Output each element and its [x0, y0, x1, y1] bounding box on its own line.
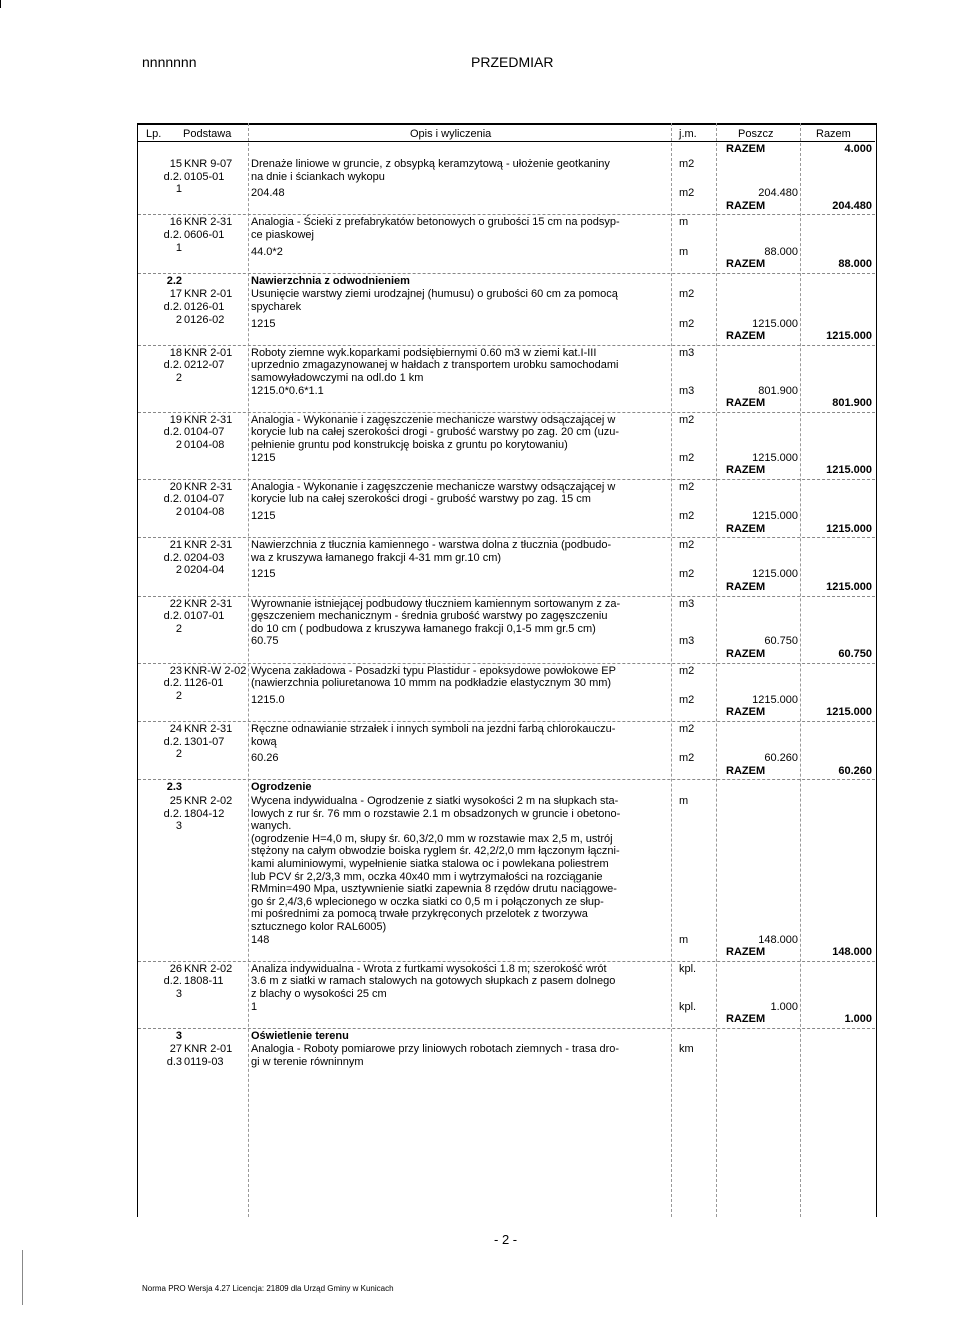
row-lp-sub: 2 [175, 506, 182, 518]
row-lp: 25 [169, 795, 182, 807]
row-lp-sub: 2 [175, 372, 182, 384]
row-razem-label: RAZEM [726, 464, 766, 477]
row-code: 0107-01 [184, 610, 225, 623]
row-poszcz: 1215.000 [752, 693, 798, 706]
row-lp-sub: 2 [175, 622, 182, 635]
col-divider [716, 123, 717, 1217]
row-code: 0606-01 [184, 229, 225, 241]
col-header-opis: Opis i wyliczenia [410, 128, 492, 140]
row-calculation: 1215 [251, 510, 276, 522]
row-lp: 24 [169, 723, 182, 735]
row-poszcz: 1215.000 [752, 451, 798, 464]
row-code: KNR 2-31 [184, 723, 233, 735]
row-poszcz: 204.480 [758, 187, 798, 200]
row-lp-sub: 1 [175, 183, 182, 196]
row-lp-d: d.2. [163, 359, 182, 372]
row-code: KNR 9-07 [184, 158, 233, 170]
row-unit: m2 [679, 288, 695, 301]
row-calc-unit: m3 [679, 384, 695, 397]
row-lp: 27 [169, 1043, 182, 1056]
row-razem-label: RAZEM [726, 764, 766, 777]
row-razem-value: 204.480 [832, 199, 872, 212]
row-lp-d: d.2. [163, 975, 182, 988]
row-calculation: 1215.0 [251, 693, 285, 706]
row-code: 0104-07 [184, 426, 225, 439]
row-description: Analogia - Wykonanie i zagęszczenie mechanicze warstwy odsączającej w [251, 480, 616, 493]
row-unit: m2 [679, 723, 695, 735]
row-razem-value: 88.000 [838, 258, 872, 271]
row-code: KNR 2-31 [184, 597, 233, 610]
row-code: KNR 2-31 [184, 480, 233, 493]
row-razem-value: 1215.000 [826, 464, 872, 477]
row-description: z blachy o wysokości 25 cm [251, 988, 387, 1000]
row-poszcz: 1.000 [770, 1000, 798, 1013]
row-divider [138, 345, 875, 346]
row-code: KNR 2-01 [184, 288, 233, 301]
row-code: 1808-11 [184, 975, 224, 988]
row-lp-d: d.2. [163, 426, 182, 439]
row-description: pełnienie gruntu pod konstrukcję boiska z gruntu po korytowaniu) [251, 439, 568, 451]
row-description: Wycena indywidualna - Ogrodzenie z siatki wysokości 2 m na słupkach sta- [251, 795, 619, 807]
row-divider [138, 779, 875, 780]
row-lp-sub: 2 [175, 439, 182, 451]
row-description: Ręczne odnawianie strzałek i innych symboli na jezdni farbą chlorokauczu- [251, 723, 616, 735]
section-number: 3 [175, 1029, 182, 1042]
row-razem-label: RAZEM [726, 330, 766, 343]
section-title: Ogrodzenie [251, 781, 312, 794]
row-lp-sub: 1 [175, 241, 182, 254]
row-lp: 20 [169, 480, 182, 493]
row-calc-unit: m2 [679, 317, 695, 330]
row-poszcz: 60.750 [764, 635, 798, 648]
row-code: KNR 2-02 [184, 795, 233, 807]
row-calculation: 1215 [251, 317, 276, 330]
row-razem-value: 1215.000 [826, 522, 872, 535]
row-description: Nawierzchnia z tłucznia kamiennego - warstwa dolna z tłucznia (podbudo- [251, 539, 612, 552]
row-description: na dnie i ściankach wykopu [251, 170, 385, 183]
row-description: kami aluminiowymi, wypełnienie siatka stalowa oc i powlekana poliestrem [251, 858, 609, 870]
row-description: lub PCV śr 2,2/3,3 mm, oczka 40x40 mm i wytrzymałości na rozciąganie [251, 870, 603, 883]
row-poszcz: 1215.000 [752, 317, 798, 330]
row-calculation: 44.0*2 [251, 245, 283, 258]
row-lp-sub: 2 [175, 689, 182, 702]
row-poszcz: 88.000 [764, 245, 798, 258]
col-divider [800, 123, 801, 1217]
row-description: gi w terenie równinnym [251, 1056, 364, 1068]
row-razem-value: 60.750 [838, 648, 872, 660]
row-lp-d: d.2. [163, 610, 182, 623]
row-description: Wycena zakładowa - Posadzki typu Plastidur - epoksydowe powłokowe EP [251, 664, 616, 677]
row-razem-value: 1215.000 [826, 581, 872, 593]
row-description: 3.6 m z siatki w ramach stalowych na gotowych słupkach z pasem dolnego [251, 975, 616, 988]
row-description: go śr 2,4/3,6 wplecionego w oczka siatki co 0,5 m i połączonych ze słup- [251, 895, 604, 908]
row-lp: 17 [169, 288, 182, 301]
row-description: wa z kruszywa łamanego frakcji 4-31 mm gr.10 cm) [251, 551, 502, 564]
row-lp-d: d.2. [163, 229, 182, 241]
row-code: KNR 2-31 [184, 413, 233, 426]
row-description: Roboty ziemne wyk.koparkami podsiębiernymi 0.60 m3 w ziemi kat.I-III [251, 346, 597, 359]
row-description: Analogia - Wykonanie i zagęszczenie mechanicze warstwy odsączającej w [251, 413, 616, 426]
row-razem-label: RAZEM [726, 199, 766, 212]
row-description: Analogia - Roboty pomiarowe przy liniowych robotach ziemnych - trasa dro- [251, 1043, 620, 1056]
row-description: (nawierzchnia poliuretanowa 10 mmm na podkładzie elastycznym 30 mm) [251, 677, 612, 690]
row-description: sztucznego kolor RAL6005) [251, 921, 387, 933]
row-calculation: 1 [251, 1000, 258, 1013]
row-divider [138, 479, 875, 480]
row-description: wanych. [251, 820, 292, 833]
row-lp-sub: 2 [175, 313, 182, 326]
row-razem-label: RAZEM [726, 522, 766, 535]
row-lp: 26 [169, 962, 182, 975]
row-code: KNR 2-01 [184, 1043, 233, 1056]
row-razem-label: RAZEM [726, 581, 766, 593]
row-code: KNR 2-01 [184, 346, 233, 359]
row-description: lowych z rur śr. 76 mm o rozstawie 2.1 m obsadzonych w gruncie i obetono- [251, 807, 621, 820]
row-calculation: 148 [251, 933, 270, 946]
row-calculation: 204.48 [251, 187, 285, 200]
row-code: KNR 2-31 [184, 216, 233, 229]
row-calculation: 1215 [251, 451, 276, 464]
page-number: - 2 - [494, 1232, 518, 1247]
row-code: 0119-03 [184, 1056, 224, 1068]
row-code: 0212-07 [184, 359, 225, 372]
row-divider [138, 412, 875, 413]
row-code: 0105-01 [184, 170, 225, 183]
row-description: Usunięcie warstwy ziemi urodzajnej (humusu) o grubości 60 cm za pomocą [251, 288, 618, 301]
row-calc-unit: m2 [679, 752, 695, 765]
row-lp-d: d.2. [163, 551, 182, 564]
row-poszcz: 148.000 [758, 933, 798, 946]
row-unit: m2 [679, 158, 695, 170]
row-lp: 15 [169, 158, 182, 170]
row-calculation: 60.26 [251, 752, 279, 765]
row-calc-unit: m2 [679, 187, 695, 200]
row-razem-value: 60.260 [838, 764, 872, 777]
row-lp-d: d.2. [163, 677, 182, 690]
row-lp: 22 [169, 597, 182, 610]
row-unit: m3 [679, 597, 695, 610]
row-unit: kpl. [679, 962, 697, 975]
row-calc-unit: m2 [679, 510, 695, 522]
row-description: Wyrownanie istniejącej podbudowy tłuczniem kamiennym sortowanym z za- [251, 597, 621, 610]
row-calc-unit: m3 [679, 635, 695, 648]
row-calc-unit: m [679, 245, 689, 258]
row-lp-d: d.2. [163, 301, 182, 313]
row-razem-value: 1215.000 [826, 706, 872, 719]
row-code: 1126-01 [184, 677, 224, 690]
row-code: 0104-08 [184, 439, 225, 451]
row-description: korycie lub na całej szerokości drogi - grubość warstwy po zag. 20 cm (uzu- [251, 426, 620, 439]
row-unit: m [679, 216, 689, 229]
row-lp: 18 [169, 346, 182, 359]
row-lp-sub: 2 [175, 748, 182, 761]
section-number: 2.3 [166, 781, 182, 794]
row-divider [138, 663, 875, 664]
header-rule [138, 141, 875, 142]
row-divider [138, 596, 875, 597]
row-poszcz: 60.260 [764, 752, 798, 765]
col-header-razem: Razem [816, 128, 851, 140]
row-description: korycie lub na całej szerokości drogi - grubość warstwy po zag. 15 cm [251, 493, 591, 506]
row-description: Analogia - Ścieki z prefabrykatów betonowych o grubości 15 cm na podsyp- [251, 216, 620, 229]
row-code: 0104-08 [184, 506, 225, 518]
row-calc-unit: kpl. [679, 1000, 697, 1013]
row-razem-label: RAZEM [726, 397, 766, 410]
row-lp-sub: 2 [175, 564, 182, 577]
scan-mark [22, 1250, 23, 1305]
row-unit: km [679, 1043, 694, 1056]
row-description: samowyładowczymi na odl.do 1 km [251, 372, 424, 384]
row-razem-label: RAZEM [726, 1013, 766, 1026]
row-code: 1301-07 [184, 735, 225, 748]
row-calc-unit: m2 [679, 451, 695, 464]
row-unit: m2 [679, 664, 695, 677]
row-divider [138, 721, 875, 722]
row-unit: m2 [679, 413, 695, 426]
row-lp-d: d.3 [166, 1056, 182, 1068]
row-divider [138, 1028, 875, 1029]
row-razem-label: RAZEM [726, 706, 766, 719]
row-lp: 23 [169, 664, 182, 677]
header-left: nnnnnnn [142, 54, 197, 70]
row-razem-value: 1215.000 [826, 330, 872, 343]
row-lp-sub: 3 [175, 988, 182, 1000]
row-unit: m2 [679, 539, 695, 552]
row-lp-d: d.2. [163, 170, 182, 183]
row-lp-d: d.2. [163, 735, 182, 748]
row-razem-label: RAZEM [726, 648, 766, 660]
row-divider [138, 537, 875, 538]
row-razem-value: 148.000 [832, 946, 872, 959]
row-poszcz: 1215.000 [752, 568, 798, 581]
section-title: Oświetlenie terenu [251, 1029, 349, 1042]
row-code: 0104-07 [184, 493, 225, 506]
row-code: KNR 2-02 [184, 962, 233, 975]
section-title: Nawierzchnia z odwodnieniem [251, 274, 410, 287]
row-calc-unit: m2 [679, 568, 695, 581]
col-header-poszcz: Poszcz [738, 128, 774, 140]
row-razem-label: RAZEM [726, 258, 766, 271]
row-calc-unit: m [679, 933, 689, 946]
top-razem-value: 4.000 [844, 143, 872, 155]
row-razem-value: 1.000 [844, 1013, 872, 1026]
row-lp: 21 [169, 539, 182, 552]
row-description: uprzednio zmagazynowanej w hałdach z transportem urobku samochodami [251, 359, 619, 372]
row-description: mi pośrednimi za pomocą trwałe przykręconych przelotek z tworzywa [251, 908, 588, 921]
row-calc-unit: m2 [679, 693, 695, 706]
top-razem-label: RAZEM [726, 143, 766, 155]
row-calculation: 1215.0*0.6*1.1 [251, 384, 324, 397]
scan-mark [0, 0, 1, 8]
row-description: (ogrodzenie H=4,0 m, słupy śr. 60,3/2,0 mm w rozstawie max 2,5 m, ustrój [251, 832, 613, 845]
row-unit: m3 [679, 346, 695, 359]
col-divider [248, 123, 249, 1217]
row-description: Analiza indywidualna - Wrota z furtkami wysokości 1.8 m; szerokość wrót [251, 962, 607, 975]
row-lp-d: d.2. [163, 807, 182, 820]
row-description: kową [251, 735, 277, 748]
section-number: 2.2 [166, 274, 182, 287]
row-lp: 19 [169, 413, 182, 426]
col-divider [671, 123, 672, 1217]
row-calculation: 60.75 [251, 635, 279, 648]
row-code: 1804-12 [184, 807, 225, 820]
row-lp-d: d.2. [163, 493, 182, 506]
row-description: gęszczeniem mechanicznym - średnia grubość warstwy po zagęszczeniu [251, 610, 608, 623]
row-code: KNR 2-31 [184, 539, 233, 552]
row-description: RMmin=490 Mpa, usztywnienie siatki zapewnia 8 rzędów drutu naciągowe- [251, 883, 617, 896]
row-code: 0204-03 [184, 551, 225, 564]
row-description: Drenaże liniowe w gruncie, z obsypką keramzytową - ułożenie geotkaniny [251, 158, 610, 170]
row-code: KNR-W 2-02 [184, 664, 247, 677]
row-divider [138, 961, 875, 962]
row-razem-value: 801.900 [832, 397, 872, 410]
row-lp: 16 [169, 216, 182, 229]
footer-license: Norma PRO Wersja 4.27 Licencja: 21809 dla Urząd Gminy w Kunicach [142, 1284, 394, 1293]
row-poszcz: 1215.000 [752, 510, 798, 522]
row-razem-label: RAZEM [726, 946, 766, 959]
row-divider [138, 273, 875, 274]
row-calculation: 1215 [251, 568, 276, 581]
row-description: ce piaskowej [251, 229, 314, 241]
row-poszcz: 801.900 [758, 384, 798, 397]
row-unit: m2 [679, 480, 695, 493]
col-header-jm: j.m. [679, 128, 697, 140]
row-description: spycharek [251, 301, 302, 313]
col-header-lp: Lp. [146, 128, 162, 140]
row-lp-sub: 3 [175, 820, 182, 833]
row-description: do 10 cm ( podbudowa z kruszywa łamanego frakcji 0,1-5 mm gr.5 cm) [251, 622, 596, 635]
row-code: 0204-04 [184, 564, 225, 577]
row-code: 0126-01 [184, 301, 225, 313]
row-description: stężony na całym obwodzie boiska ryglem śr. 42,2/2,0 mm łączonym łączni- [251, 845, 620, 858]
row-code: 0126-02 [184, 313, 225, 326]
col-header-podstawa: Podstawa [183, 128, 232, 140]
row-unit: m [679, 795, 689, 807]
page-title: PRZEDMIAR [471, 54, 554, 70]
